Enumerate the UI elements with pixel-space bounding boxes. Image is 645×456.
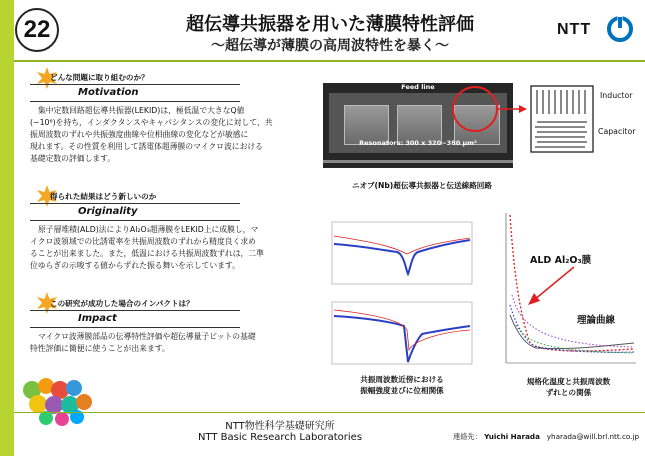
originality-heading: Originality	[78, 206, 138, 217]
impact-rule-bottom	[30, 327, 240, 328]
motivation-rule	[30, 84, 240, 85]
theory-label: 理論曲線	[577, 315, 616, 326]
impact-body	[30, 331, 320, 355]
page-subtitle: ～超伝導が薄膜の高周波特性を暴く～	[211, 38, 449, 54]
ntt-logo-icon	[605, 14, 635, 44]
motivation-line: (~10⁶)を持ち，インダクタンスやキャパシタンスの変化に対して，共	[30, 118, 273, 128]
footer-lab-jp: NTT物性科学基礎研究所	[225, 421, 335, 432]
originality-line: 原子層堆積(ALD)法によりAl₂O₃超薄膜をLEKID上に成膜し，マ	[38, 225, 259, 234]
right-caption-line: ずれとの関係	[545, 388, 592, 398]
feed-line	[323, 160, 513, 163]
poster-number: 22	[15, 8, 59, 52]
originality-rule	[30, 203, 240, 204]
footer-lab-en: NTT Basic Research Laboratories	[197, 432, 363, 443]
lekid-schematic	[495, 84, 605, 156]
right-caption-line: 規格化温度と共振周波数	[526, 377, 611, 386]
feed-line-label: Feed line	[401, 83, 435, 91]
page-title: 超伝導共振器を用いた薄膜特性評価	[186, 14, 474, 35]
accent-stripe	[0, 0, 14, 456]
highlight-ring	[452, 86, 498, 132]
impact-line: マイクロ波薄膜部品の伝導特性評価や超伝導量子ビットの基礎	[38, 332, 256, 341]
motivation-rule-bottom	[30, 101, 240, 102]
motivation-body	[30, 105, 320, 165]
header-divider	[14, 60, 645, 62]
contact-label: 連絡先：	[453, 432, 482, 441]
impact-rule	[30, 310, 240, 311]
resonators-label: Resonators: 300 x 320~380 μm²	[359, 139, 477, 147]
inductor-label: Inductor	[600, 91, 633, 100]
footer-divider	[14, 412, 645, 413]
motivation-heading: Motivation	[78, 87, 139, 98]
originality-line: ることが出来ました。また，低温における共振周波数ずれは，二準	[30, 249, 264, 259]
right-chart-caption	[496, 376, 641, 399]
motivation-question: どんな問題に取り組むのか？	[50, 73, 149, 82]
ald-label: ALD Al₂O₃膜	[530, 255, 592, 266]
capacitor-label: Capacitor	[598, 127, 636, 136]
contact-info	[453, 432, 639, 442]
ntt-logo-text: NTT	[557, 21, 592, 38]
originality-rule-bottom	[30, 220, 240, 221]
motivation-line: 基礎定数の評価します。	[30, 154, 116, 164]
originality-line: 位ゆらぎの示唆する値からずれた振る舞いを示しています。	[30, 261, 240, 271]
originality-body	[30, 224, 320, 272]
impact-heading: Impact	[78, 313, 117, 324]
photo-caption: ニオブ(Nb)超伝導共振器と伝送線路回路	[351, 181, 492, 190]
impact-question: この研究が成功した場合のインパクトは？	[50, 299, 194, 308]
left-caption-line: 振幅強度並びに位相関係	[360, 386, 444, 396]
impact-line: 特性評価に簡便に使うことが出来ます。	[30, 344, 170, 354]
motivation-line: 集中定数回路超伝導共振器(LEKID)は，極低温で大きなQ値	[38, 106, 245, 115]
originality-question: 得られた結果はどう新しいのか	[50, 192, 157, 201]
originality-line: イクロ波領域での比誘電率を共振周波数のずれから精度良く求め	[30, 237, 256, 247]
motivation-line: 現れます。その性質を利用して誘電体超薄膜のマイクロ波における	[30, 142, 263, 152]
contact-name: Yuichi Harada	[484, 432, 540, 441]
amplitude-phase-chart	[322, 212, 480, 372]
left-chart-caption	[322, 374, 482, 397]
frequency-shift-chart	[496, 205, 641, 373]
left-caption-line: 共振周波数近傍における	[360, 375, 444, 384]
contact-email[interactable]: yharada@will.brl.ntt.co.jp	[546, 432, 640, 441]
motivation-line: 振周波数のずれや共振強度曲線や位相曲線の変化などが敏感に	[30, 130, 249, 140]
festival-logo	[22, 378, 97, 430]
